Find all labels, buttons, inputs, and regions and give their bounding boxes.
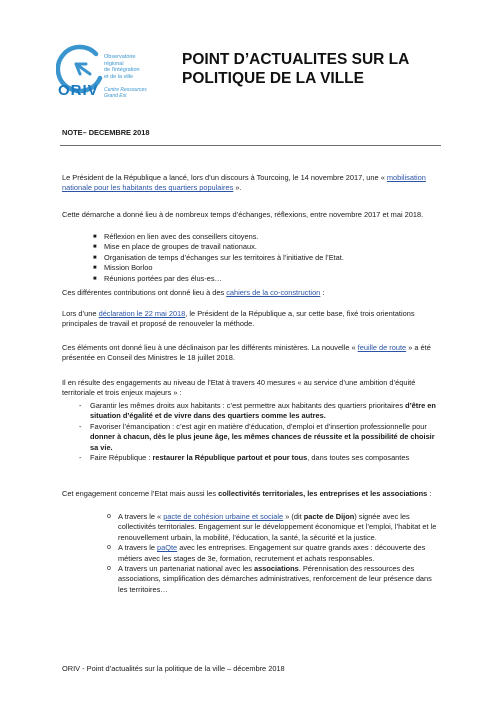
link-feuille-de-route[interactable]: feuille de route — [357, 343, 407, 352]
list-item: o A travers le paQte avec les entreprises. Engagement sur quatre grands axes : découverte des métiers avec les stages de 3e, formation, recrutement et achats responsables. — [107, 543, 426, 563]
link-pacte-cohesion[interactable]: pacte de cohésion urbaine et sociale — [163, 512, 284, 521]
list-item: ■ Mission Borloo — [93, 263, 153, 273]
note-date: NOTE– DECEMBRE 2018 — [62, 128, 150, 137]
list-item: ■ Réflexion en lien avec des conseillers citoyens. — [93, 232, 259, 241]
engagement-concerne-paragraph: Cet engagement concerne l’Etat mais aussi les collectivités territoriales, les entreprises et les associations : — [62, 489, 432, 498]
contrib-paragraph: Ces différentes contributions ont donné lieu à des cahiers de la co-construction : — [62, 288, 325, 297]
engagements-paragraph: Il en résulte des engagements au niveau de l’Etat à travers 40 mesures « au service d’une ambition d’équité territoriale et trois enjeux majeurs » : — [62, 378, 416, 398]
intro-paragraph: Le Président de la République a lancé, lors d’un discours à Tourcoing, le 14 novembre 2017, une « mobilisation nationale pour les habitants des quartiers populaires ». — [62, 173, 426, 193]
link-paqte[interactable]: paQte — [157, 543, 178, 553]
declaration-paragraph: Lors d’une déclaration le 22 mai 2018, le Président de la République a, sur cette base, fixé trois orientations principales de travail et proposé de renouveler la méthode. — [62, 309, 415, 329]
list-item: ■ Organisation de temps d’échanges sur les territoires à l’initiative de l’Etat. — [93, 252, 344, 262]
list-item: - Faire République : restaurer la République partout et pour tous, dans toutes ses composantes — [79, 453, 410, 463]
feuille-paragraph: Ces éléments ont donné lieu à une déclinaison par les différents ministères. La nouvelle « feuille de route » a été présentée en Conseil des Ministres le 18 juillet 2018. — [62, 343, 431, 363]
engagement-sublist — [107, 512, 440, 595]
list-item: o A travers le « pacte de cohésion urbaine et sociale » (dit pacte de Dijon) signée avec les collectivités territoriales. Engagement sur le développement économique et l’emploi, l’habitat et le renouvellement urbain, la mobilité, l’éducation, la santé, la sécurité et la justice. — [107, 512, 437, 542]
list-item: o A travers un partenariat national avec les associations. Pérennisation des ressources des associations, simplification des démarches administratives, renforcement de leur présence dans les territoires… — [107, 564, 432, 594]
link-declaration[interactable]: déclaration le 22 mai 2018 — [98, 309, 186, 318]
link-cahiers[interactable]: cahiers de la co-construction — [226, 288, 321, 297]
demarche-list — [93, 232, 434, 284]
list-item: ■ Mise en place de groupes de travail nationaux. — [93, 242, 257, 252]
page-footer: ORIV - Point d’actualités sur la politique de la ville – décembre 2018 — [62, 664, 285, 673]
list-item: - Favoriser l’émancipation : c’est agir en matière d’éducation, d’emploi et d’insertion professionnelle pour donner à chacun, dès le plus jeune âge, les mêmes chances de réussite et la possibilité de choisir sa vie. — [79, 421, 435, 452]
link-mobilisation[interactable]: mobilisation nationale pour les habitants des quartiers populaires — [62, 173, 426, 193]
list-item: ■ Réunions portées par des élus-es… — [93, 273, 222, 283]
logo-wordmark: ORIV — [58, 82, 99, 99]
divider — [60, 145, 441, 146]
list-item: - Garantir les mêmes droits aux habitants : c’est permettre aux habitants des quartiers prioritaires d’être en situation d’égalité et de vivre dans des quartiers comme les autres. — [79, 401, 436, 421]
enjeux-list — [79, 401, 442, 463]
logo-subtitle: Centre Ressources Grand Est — [104, 87, 147, 99]
logo-text: Observatoire régional de l'intégration et de la ville — [104, 54, 140, 80]
page-title: POINT D’ACTUALITES SUR LA POLITIQUE DE LA VILLE — [182, 51, 410, 87]
demarche-paragraph: Cette démarche a donné lieu à de nombreux temps d’échanges, réflexions, entre novembre 2017 et mai 2018. — [62, 210, 424, 219]
